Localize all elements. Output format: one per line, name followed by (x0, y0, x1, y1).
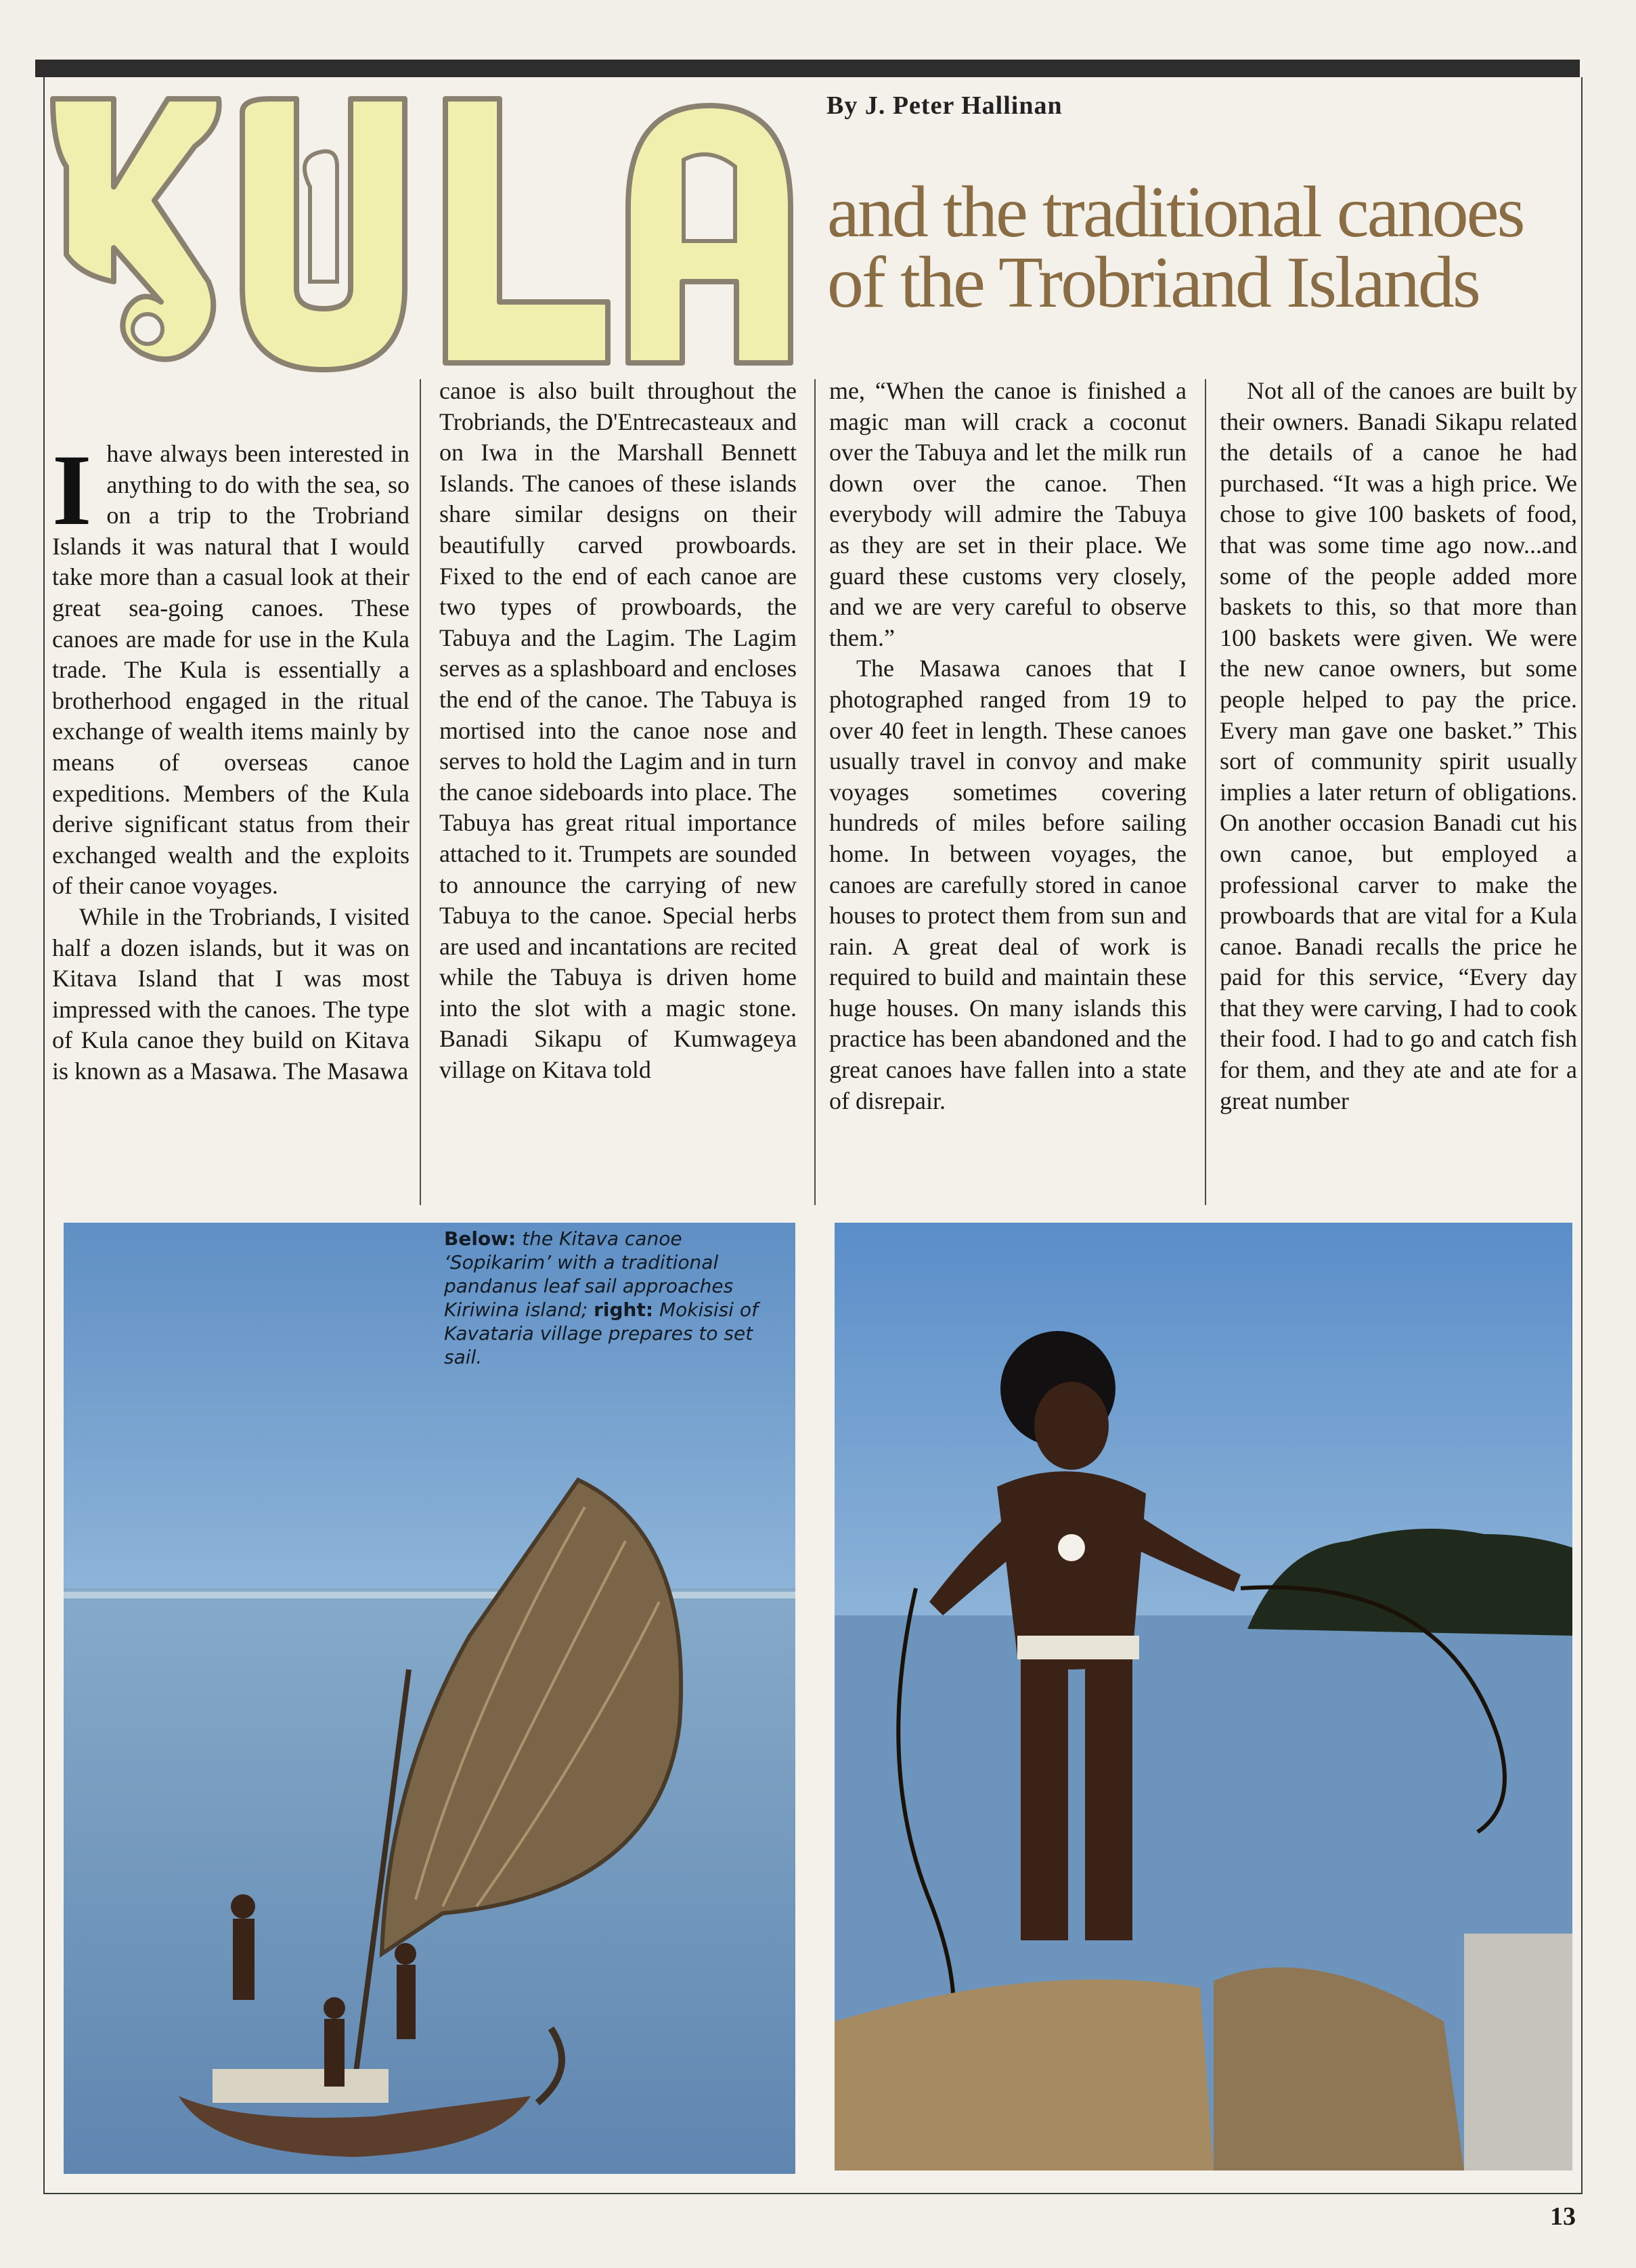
paragraph: The Masawa canoes that I photographed ranged from 19 to over 40 feet in length. These canoes usually travel in convoy and make voyages sometimes covering hundreds of miles before sailing home. In between voyages, the canoes are carefully stored in canoe houses to protect them from sun and rain. A great deal of work is required to build and maintain these huge houses. On many islands this practice has been abandoned and the great canoes have fallen into a state of disrepair. (829, 655, 1187, 1114)
column-divider (1205, 379, 1206, 1205)
article-column-3 (829, 376, 1187, 1116)
paragraph: Not all of the canoes are built by their owners. Banadi Sikapu related the details of a canoe he had purchased. “It was a high price. We chose to give 100 baskets of food, that was some time ago now...and some of the people added more baskets to this, so that more than 100 baskets were given. We were the new canoe owners, but some people helped to pay the price. Every man gave one basket.” This sort of community spirit usually implies a later return of obligations. On another occasion Banadi cut his own canoe, but employed a professional carver to make the prowboards that are vital for a Kula canoe. Banadi recalls the price he paid for this service, “Every day that they were carving, I had to cook their food. I had to go and catch fish for them, and they ate and ate for a great number (1220, 377, 1577, 1114)
subtitle-line-2: of the Trobriand Islands (827, 242, 1479, 323)
column-divider (420, 379, 421, 1205)
subtitle-line-1: and the traditional canoes (827, 172, 1524, 253)
caption-label-right: right: (594, 1299, 654, 1321)
paragraph: have always been interested in anything to do with the sea, so on a trip to the Trobriand Islands it was natural that I would take more than a casual look at their great sea-going canoes. These canoes are made for use in the Kula trade. The Kula is essentially a brotherhood engaged in the ritual exchange of wealth items mainly by means of overseas canoe expeditions. Members of the Kula derive significant status from their exchanged wealth and the exploits of their canoe voyages. (52, 440, 410, 900)
top-rule (35, 60, 1580, 77)
paragraph: canoe is also built throughout the Trobriands, the D'Entrecasteaux and on Iwa in the Marshall Bennett Islands. The canoes of these islands share similar designs on their beautifully carved prowboards. Fixed to the end of each canoe are two types of prowboards, the Tabuya and the Lagim. The Lagim serves as a splashboard and encloses the end of the canoe. The Tabuya is mortised into the canoe nose and serves to hold the Lagim and in turn the canoe sideboards into place. The Tabuya has great ritual importance attached to it. Trumpets are sounded to announce the carrying of new Tabuya to the canoe. Special herbs are used and incantations are recited while the Tabuya is driven home into the slot with a magic stone. Banadi Sikapu of Kumwageya village on Kitava told (439, 377, 797, 1084)
paragraph: me, “When the canoe is finished a magic man will crack a coconut over the Tabuya and let the milk run down over the canoe. Then everybody will admire the Tabuya as they are set in their place. We guard these customs very closely, and we are very careful to observe them.” (829, 377, 1187, 651)
article-column-2 (439, 376, 797, 1086)
photo-mokisisi-rope (835, 1223, 1572, 2171)
caption-label-below: Below: (444, 1227, 516, 1250)
column-divider (814, 379, 816, 1205)
article-column-4 (1220, 376, 1577, 1116)
byline: By J. Peter Hallinan (826, 91, 1063, 120)
caption-text-right: Mokisisi of Kavataria village prepares to set sail. (444, 1299, 758, 1368)
caption-text-below: the Kitava canoe ‘Sopikarim’ with a traditional pandanus leaf sail approaches Kiriwina island; (444, 1227, 734, 1321)
drop-cap: I (52, 434, 92, 546)
photo-caption (444, 1227, 776, 1369)
article-column-1 (52, 434, 410, 1087)
kula-title-logo (39, 85, 797, 404)
article-subtitle (827, 172, 1578, 323)
paragraph: While in the Trobriands, I visited half a dozen islands, but it was on Kitava Island that I was most impressed with the canoes. The type of Kula canoe they build on Kitava is known as a Masawa. The Masawa (52, 902, 410, 1085)
page-number: 13 (1550, 2202, 1576, 2231)
